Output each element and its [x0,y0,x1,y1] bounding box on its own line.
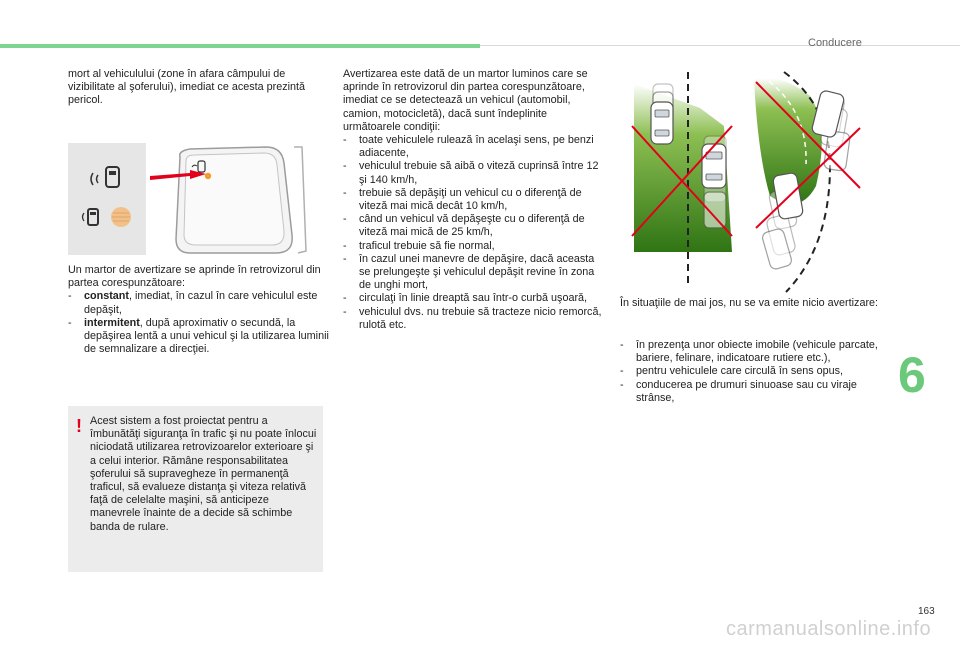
list-item: - vehiculul trebuie să aibă o viteză cuprinsă între 12 şi 140 km/h, [343,160,603,186]
header-accent-bar [0,44,480,48]
col3-intro-block [620,297,880,310]
col3-no-warning-list [620,339,882,405]
col1-indicator-section [68,264,330,356]
list-item: - trebuie să depăşiţi un vehicul cu o diferenţă de viteză mai mică decât 10 km/h, [343,187,603,213]
col2-conditions [343,68,603,332]
col1-intro: Un martor de avertizare se aprinde în retrovizorul din partea corespunzătoare: [68,264,321,290]
chapter-marker: 6 [898,347,926,403]
list-item: - circulaţi în linie dreaptă sau într-o curbă uşoară, [343,292,603,305]
col1-top-text [68,68,330,108]
list-item [68,290,330,316]
col1-continuation: mort al vehiculului (zone în afara câmpului de vizibilitate al şoferului), imediat ce acesta prezintă pericol. [68,68,306,107]
mirror-illustration [68,143,323,255]
no-warning-traffic-illustration [620,66,880,294]
page-number: 163 [918,606,935,617]
mode-label: intermitent [84,316,140,329]
list-item: - conducerea pe drumuri sinuoase sau cu viraje strânse, [620,379,882,405]
mode-label: constant [84,290,129,303]
conditions-list [343,134,603,332]
no-warning-list [620,339,882,405]
watermark: carmanualsonline.info [726,618,932,640]
warning-text: Acest sistem a fost proiectat pentru a îmbunătăţi siguranţa în trafic şi nu poate înlocui niciodată utilizarea retrovizoarelor exterioare şi a celui interior. Rămâne responsabilitatea şoferului să supravegheze în permanenţă traficul, să evalueze distanţa şi viteza relativă faţă de celelalte maşini, să anticipeze manevrele înainte de a decide să schimbe banda de rulare. [90,415,317,533]
indicator-mode-list [68,290,330,356]
list-item: - în cazul unei manevre de depăşire, dacă aceasta se prelungeşte şi vehiculul depăşit revine în zona de unghi mort, [343,253,603,293]
warning-icon: ! [76,416,82,436]
list-item: - pentru vehiculele care circulă în sens opus, [620,365,882,378]
list-item: - când un vehicul vă depăşeşte cu o diferenţă de viteză mai mică de 25 km/h, [343,213,603,239]
col2-intro: Avertizarea este dată de un martor luminos care se aprinde în retrovizorul din partea corespunzătoare, imediat ce se detectează un vehicul (automobil, camion, motocicletă), dacă sunt îndeplinite următoarele condiţii: [343,68,588,133]
mode-desc: , imediat, în cazul în care vehiculul este depăşit, [84,290,318,316]
list-item: - vehiculul dvs. nu trebuie să tracteze nicio remorcă, rulotă etc. [343,306,603,332]
list-item: - toate vehiculele rulează în acelaşi sens, pe benzi adiacente, [343,134,603,160]
mode-desc: , după aproximativ o secundă, la depăşirea lentă a unui vehicul şi la utilizarea luminii de semnalizare a direcţiei. [84,316,329,356]
list-item [68,317,330,357]
warning-box [68,406,323,572]
header-divider [480,45,960,46]
list-item: - traficul trebuie să fie normal, [343,240,603,253]
section-title: Conducere [808,37,862,49]
list-item: - în prezenţa unor obiecte imobile (vehicule parcate, bariere, felinare, indicatoare rutiere etc.), [620,339,882,365]
col3-intro: În situaţiile de mai jos, nu se va emite nicio avertizare: [620,297,879,309]
